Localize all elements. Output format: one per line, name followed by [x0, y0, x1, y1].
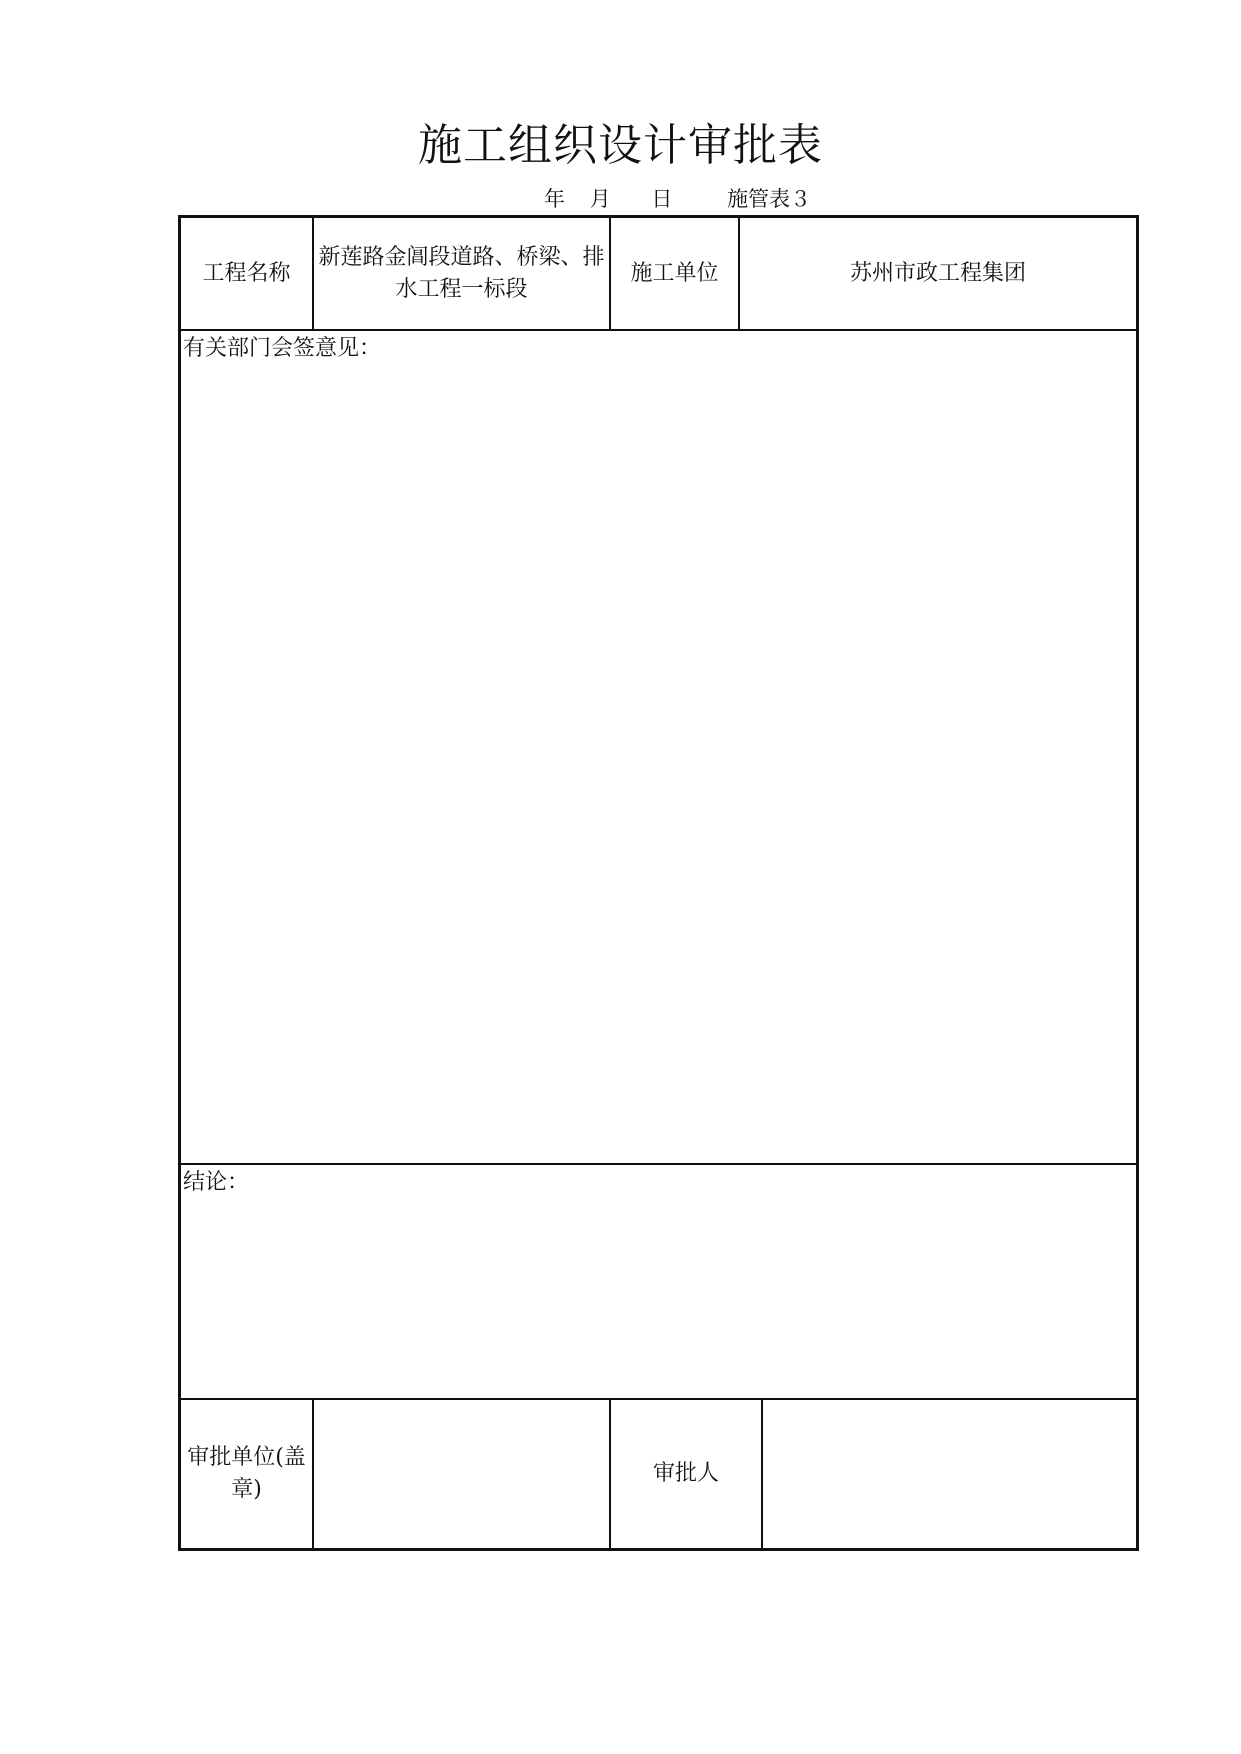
- approval-unit-label: 审批单位(盖章): [180, 1399, 313, 1549]
- department-opinions-label: 有关部门会签意见：: [183, 336, 382, 361]
- header-row: [180, 217, 1137, 330]
- date-month-label: 月: [589, 187, 611, 211]
- approval-unit-value[interactable]: [313, 1399, 610, 1549]
- contractor-label: 施工单位: [610, 217, 739, 330]
- date-year-label: 年: [544, 187, 565, 211]
- approver-label: 审批人: [610, 1399, 762, 1549]
- approver-value[interactable]: [762, 1399, 1137, 1549]
- form-code: 施管表３: [727, 187, 812, 211]
- project-name-value: 新莲路金阊段道路、桥梁、排水工程一标段: [313, 217, 610, 330]
- contractor-value: 苏州市政工程集团: [739, 217, 1137, 330]
- department-opinions-cell[interactable]: [180, 330, 1137, 1164]
- conclusion-label: 结论：: [183, 1170, 250, 1195]
- opinions-row: [180, 330, 1137, 1164]
- form-title: 施工组织设计审批表: [418, 120, 823, 171]
- date-day-label: 日: [651, 187, 673, 211]
- conclusion-cell[interactable]: [180, 1164, 1137, 1399]
- approval-form-table: [179, 216, 1138, 1550]
- project-name-label: 工程名称: [180, 217, 313, 330]
- conclusion-row: [180, 1164, 1137, 1399]
- date-line: [544, 186, 811, 212]
- approval-row: [180, 1399, 1137, 1549]
